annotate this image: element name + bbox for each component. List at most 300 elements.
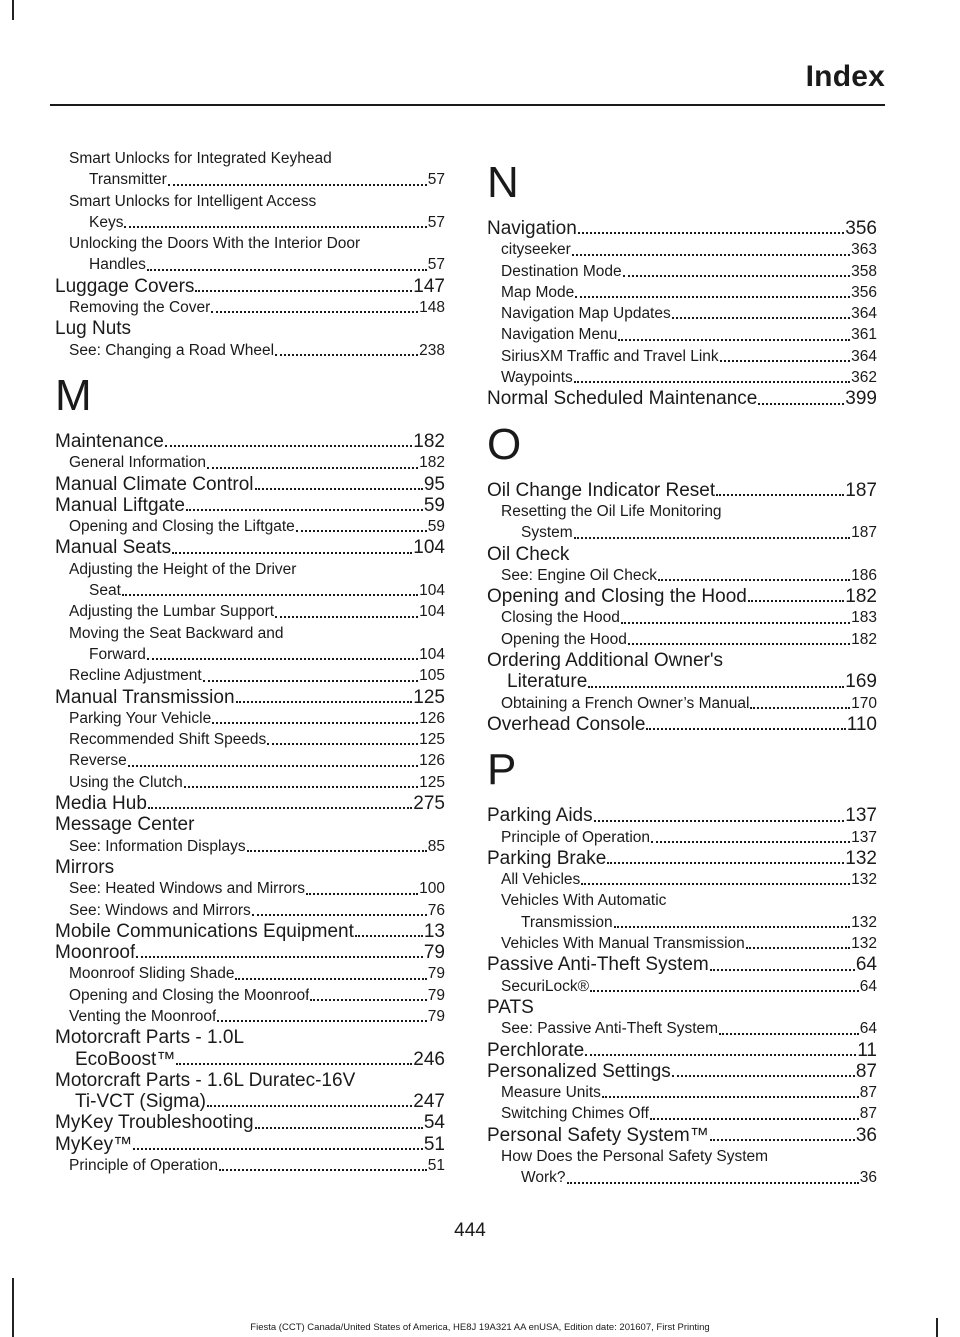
dot-leader xyxy=(650,1116,859,1120)
page-ref: 399 xyxy=(845,388,877,410)
page-ref: 51 xyxy=(423,1133,445,1155)
dot-leader xyxy=(247,848,427,852)
entry-text: Vehicles With Manual Transmission xyxy=(501,935,745,953)
entry-text: Personalized Settings xyxy=(487,1060,671,1082)
page-ref: 64 xyxy=(859,1020,877,1038)
entry-line xyxy=(69,169,445,190)
dot-leader xyxy=(148,805,412,809)
entry-text: Handles xyxy=(89,256,146,274)
entry-text: Transmitter xyxy=(89,171,167,189)
dot-leader xyxy=(211,309,418,313)
page-ref: 87 xyxy=(855,1060,877,1082)
entry-line xyxy=(69,601,445,622)
index-subentry xyxy=(55,516,445,537)
page-ref: 36 xyxy=(859,1169,877,1187)
entry-line xyxy=(69,452,445,473)
dot-leader xyxy=(275,614,418,618)
entry-text: General Information xyxy=(69,454,206,472)
entry-line xyxy=(501,976,877,997)
page-ref: 57 xyxy=(427,171,445,189)
entry-line xyxy=(69,516,445,537)
dot-leader xyxy=(186,507,423,511)
page-ref: 79 xyxy=(427,965,445,983)
index-entry xyxy=(487,1125,877,1146)
entry-text-line: Adjusting the Height of the Driver xyxy=(69,560,297,578)
page-ref: 364 xyxy=(851,347,877,365)
index-entry xyxy=(487,805,877,826)
entry-text: Destination Mode xyxy=(501,262,622,280)
index-entry xyxy=(487,218,877,239)
entry-text: Waypoints xyxy=(501,369,573,387)
page-ref: 125 xyxy=(413,686,445,708)
page-ref: 64 xyxy=(855,954,877,976)
index-entry xyxy=(55,495,445,516)
dot-leader xyxy=(574,535,850,539)
entry-line xyxy=(69,340,445,361)
entry-text: Parking Brake xyxy=(487,847,607,869)
entry-line xyxy=(69,878,445,899)
entry-line xyxy=(487,388,877,409)
entry-line xyxy=(501,282,877,303)
dot-leader xyxy=(623,273,851,277)
index-subentry xyxy=(487,565,877,586)
index-subentry xyxy=(55,148,445,191)
dot-leader xyxy=(646,726,845,730)
entry-line xyxy=(501,303,877,324)
entry-text: Recline Adjustment xyxy=(69,667,202,685)
entry-text-line: Moving the Seat Backward and xyxy=(69,624,284,642)
dot-leader xyxy=(217,1018,426,1022)
entry-line xyxy=(69,985,445,1006)
entry-line xyxy=(55,495,445,516)
entry-text: All Vehicles xyxy=(501,871,581,889)
dot-leader xyxy=(578,230,845,234)
page-ref: 87 xyxy=(859,1084,877,1102)
page-ref: 85 xyxy=(427,837,445,855)
page-ref: 182 xyxy=(419,454,445,472)
dot-leader xyxy=(748,598,844,602)
page-ref: 76 xyxy=(427,901,445,919)
page-ref: 356 xyxy=(851,283,877,301)
page-ref: 363 xyxy=(851,241,877,259)
entry-line xyxy=(55,793,445,814)
entry-text: Parking Your Vehicle xyxy=(69,709,212,727)
entry-text: Measure Units xyxy=(501,1084,601,1102)
page-ref: 132 xyxy=(851,871,877,889)
entry-line xyxy=(487,1125,877,1146)
entry-text: Map Mode xyxy=(501,283,575,301)
entry-text: Opening and Closing the Liftgate xyxy=(69,518,295,536)
dot-leader xyxy=(195,288,412,292)
page-ref: 182 xyxy=(413,430,445,452)
index-subentry xyxy=(55,191,445,234)
index-entry xyxy=(55,687,445,708)
index-subentry xyxy=(55,665,445,686)
index-entry xyxy=(55,1134,445,1155)
entry-text: Forward xyxy=(89,645,146,663)
entry-text: Mobile Communications Equipment xyxy=(55,920,354,942)
page-ref: 356 xyxy=(845,218,877,239)
index-subentry xyxy=(55,233,445,276)
dot-leader xyxy=(710,967,855,971)
entry-line xyxy=(487,1040,877,1061)
entry-text: Seat xyxy=(89,582,121,600)
index-subentry xyxy=(55,772,445,793)
index-subentry xyxy=(487,1103,877,1124)
page-ref: 187 xyxy=(851,524,877,542)
entry-text: Adjusting the Lumbar Support xyxy=(69,603,275,621)
dot-leader xyxy=(168,182,427,186)
footer-text: Fiesta (CCT) Canada/United States of America, HE8J 19A321 AA enUSA, Edition date: 201607, First Printing xyxy=(250,1322,710,1333)
entry-text: See: Passive Anti-Theft System xyxy=(501,1020,719,1038)
dot-leader xyxy=(618,337,850,341)
entry-line xyxy=(501,827,877,848)
index-heading: Oil Check xyxy=(487,543,570,565)
page-ref: 148 xyxy=(419,299,445,317)
entry-line xyxy=(55,474,445,495)
page-ref: 105 xyxy=(419,667,445,685)
index-entry xyxy=(487,480,877,501)
page-ref: 132 xyxy=(851,935,877,953)
entry-line xyxy=(55,431,445,452)
page-ref: 104 xyxy=(413,537,445,559)
page-ref: 36 xyxy=(855,1124,877,1146)
entry-text: See: Changing a Road Wheel xyxy=(69,341,275,359)
dot-leader xyxy=(252,912,427,916)
entry-line xyxy=(55,687,445,708)
page-ref: 104 xyxy=(419,582,445,600)
entry-line xyxy=(487,671,877,692)
dot-leader xyxy=(310,997,426,1001)
entry-line xyxy=(69,254,445,275)
index-heading: Message Center xyxy=(55,814,195,836)
page-ref: 132 xyxy=(845,847,877,869)
page-ref: 87 xyxy=(859,1105,877,1123)
page-ref: 126 xyxy=(419,752,445,770)
entry-text: cityseeker xyxy=(501,241,571,259)
entry-line xyxy=(487,954,877,975)
page-ref: 169 xyxy=(845,671,877,693)
entry-text: Personal Safety System™ xyxy=(487,1124,709,1146)
entry-line xyxy=(501,261,877,282)
index-subentry xyxy=(55,900,445,921)
page-ref: 182 xyxy=(851,630,877,648)
index-entry xyxy=(55,793,445,814)
dot-leader xyxy=(124,224,426,228)
dot-leader xyxy=(758,401,844,405)
dot-leader xyxy=(219,1167,427,1171)
index-subentry xyxy=(487,261,877,282)
entry-text: Moonroof xyxy=(55,942,136,964)
index-subentry xyxy=(55,750,445,771)
dot-leader xyxy=(147,267,427,271)
entry-text: See: Information Displays xyxy=(69,837,246,855)
page-ref: 147 xyxy=(413,275,445,297)
page-ref: 186 xyxy=(851,566,877,584)
entry-text: Principle of Operation xyxy=(69,1157,219,1175)
dot-leader xyxy=(585,1052,856,1056)
entry-text: Moonroof Sliding Shade xyxy=(69,965,235,983)
dot-leader xyxy=(672,315,850,319)
index-subentry xyxy=(55,601,445,622)
entry-text: Passive Anti-Theft System xyxy=(487,954,709,976)
index-subentry xyxy=(55,963,445,984)
entry-text: See: Engine Oil Check xyxy=(501,566,657,584)
index-entry xyxy=(55,537,445,558)
index-subentry xyxy=(487,693,877,714)
page-ref: 238 xyxy=(419,341,445,359)
index-subentry xyxy=(55,452,445,473)
entry-line xyxy=(69,900,445,921)
index-subentry xyxy=(487,629,877,650)
dot-leader xyxy=(165,443,413,447)
entry-line xyxy=(487,480,877,501)
header-divider xyxy=(50,104,885,106)
entry-line xyxy=(69,644,445,665)
entry-text: Navigation Menu xyxy=(501,326,618,344)
entry-line xyxy=(501,565,877,586)
dot-leader xyxy=(136,954,423,958)
page-ref: 57 xyxy=(427,213,445,231)
page-ref: 132 xyxy=(851,913,877,931)
entry-text: Manual Climate Control xyxy=(55,473,254,495)
entry-line xyxy=(501,607,877,628)
index-subentry xyxy=(55,623,445,666)
dot-leader xyxy=(203,678,418,682)
index-subentry xyxy=(487,933,877,954)
entry-text: Removing the Cover xyxy=(69,299,211,317)
index-entry xyxy=(55,1027,445,1070)
entry-line xyxy=(69,1155,445,1176)
index-heading: PATS xyxy=(487,996,534,1018)
entry-text: See: Heated Windows and Mirrors xyxy=(69,880,306,898)
index-entry xyxy=(487,714,877,735)
page-ref: 51 xyxy=(427,1157,445,1175)
section-letter: N xyxy=(487,158,519,207)
entry-text: Overhead Console xyxy=(487,713,646,735)
entry-line xyxy=(69,1006,445,1027)
entry-line xyxy=(69,580,445,601)
entry-text: Navigation Map Updates xyxy=(501,305,671,323)
index-entry xyxy=(487,954,877,975)
page-ref: 362 xyxy=(851,369,877,387)
dot-leader xyxy=(602,1094,859,1098)
dot-leader xyxy=(716,492,844,496)
index-subentry xyxy=(55,836,445,857)
index-column-left xyxy=(55,148,445,1176)
page-ref: 182 xyxy=(845,586,877,608)
entry-line xyxy=(69,708,445,729)
dot-leader xyxy=(172,550,412,554)
entry-text: Luggage Covers xyxy=(55,275,195,297)
index-entry xyxy=(55,431,445,452)
entry-text: EcoBoost™ xyxy=(75,1048,176,1070)
page-ref: 125 xyxy=(419,773,445,791)
dot-leader xyxy=(621,620,850,624)
page-ref: 59 xyxy=(423,494,445,516)
index-subentry xyxy=(55,729,445,750)
dot-leader xyxy=(588,684,844,688)
entry-text: See: Windows and Mirrors xyxy=(69,901,251,919)
dot-leader xyxy=(236,699,413,703)
entry-line xyxy=(69,750,445,771)
entry-line xyxy=(55,276,445,297)
page-ref: 183 xyxy=(851,609,877,627)
entry-text: Keys xyxy=(89,213,124,231)
index-entry xyxy=(487,1061,877,1082)
entry-text: MyKey™ xyxy=(55,1133,133,1155)
entry-text: Navigation xyxy=(487,218,577,239)
dot-leader xyxy=(607,860,844,864)
dot-leader xyxy=(594,818,845,822)
index-entry xyxy=(55,1112,445,1133)
index-subentry xyxy=(487,976,877,997)
index-entry xyxy=(55,1070,445,1113)
page-ref: 137 xyxy=(845,805,877,827)
entry-text: Transmission xyxy=(521,913,613,931)
index-entry xyxy=(55,942,445,963)
entry-text: Recommended Shift Speeds xyxy=(69,731,267,749)
entry-line xyxy=(55,921,445,942)
entry-line xyxy=(55,537,445,558)
index-entry xyxy=(55,474,445,495)
index-subentry xyxy=(487,827,877,848)
entry-text: Closing the Hood xyxy=(501,609,620,627)
entry-text-line: Vehicles With Automatic xyxy=(501,892,667,910)
entry-text: Maintenance xyxy=(55,430,164,452)
crop-mark xyxy=(12,0,14,20)
dot-leader xyxy=(355,933,423,937)
section-letter: P xyxy=(487,745,517,795)
section-letter: O xyxy=(487,419,522,469)
dot-leader xyxy=(207,465,418,469)
entry-text: Oil Change Indicator Reset xyxy=(487,479,716,501)
page-ref: 95 xyxy=(423,473,445,495)
entry-line xyxy=(501,239,877,260)
index-subentry xyxy=(487,501,877,544)
entry-text: Ti-VCT (Sigma) xyxy=(75,1091,206,1113)
index-entry xyxy=(487,1040,877,1061)
dot-leader xyxy=(720,358,850,362)
index-subentry xyxy=(55,559,445,602)
index-subentry xyxy=(55,1155,445,1176)
entry-text: Venting the Moonroof xyxy=(69,1007,217,1025)
entry-text: Normal Scheduled Maintenance xyxy=(487,388,758,410)
entry-text: Parking Aids xyxy=(487,805,593,827)
entry-text: Manual Transmission xyxy=(55,686,235,708)
entry-line xyxy=(487,586,877,607)
entry-text: MyKey Troubleshooting xyxy=(55,1112,254,1134)
dot-leader xyxy=(575,294,850,298)
dot-leader xyxy=(255,486,423,490)
page-ref: 110 xyxy=(846,713,877,735)
dot-leader xyxy=(296,528,427,532)
entry-line xyxy=(55,1049,445,1070)
entry-line xyxy=(501,522,877,543)
entry-text: System xyxy=(521,524,573,542)
entry-line xyxy=(55,1112,445,1133)
page-ref: 104 xyxy=(419,645,445,663)
entry-text: Principle of Operation xyxy=(501,828,651,846)
entry-line xyxy=(501,693,877,714)
page-ref: 13 xyxy=(423,920,445,942)
entry-line xyxy=(69,297,445,318)
dot-leader xyxy=(122,592,418,596)
entry-text-line: Motorcraft Parts - 1.0L xyxy=(55,1027,245,1049)
index-subentry xyxy=(55,297,445,318)
page-ref: 361 xyxy=(851,326,877,344)
page-ref: 79 xyxy=(423,942,445,964)
dot-leader xyxy=(651,839,850,843)
dot-leader xyxy=(614,924,851,928)
entry-text: Using the Clutch xyxy=(69,773,183,791)
page-ref: 64 xyxy=(859,977,877,995)
index-subentry xyxy=(487,869,877,890)
entry-line xyxy=(69,212,445,233)
entry-line xyxy=(501,1018,877,1039)
page-ref: 59 xyxy=(427,518,445,536)
entry-text-line: Smart Unlocks for Integrated Keyhead xyxy=(69,150,332,167)
dot-leader xyxy=(128,763,418,767)
entry-line xyxy=(487,714,877,735)
dot-leader xyxy=(628,641,850,645)
entry-line xyxy=(55,1091,445,1112)
entry-line xyxy=(501,912,877,933)
entry-line xyxy=(55,942,445,963)
dot-leader xyxy=(590,988,859,992)
index-subentry xyxy=(487,282,877,303)
page-number: 444 xyxy=(454,1220,486,1241)
dot-leader xyxy=(574,379,850,383)
dot-leader xyxy=(212,720,418,724)
index-subentry xyxy=(487,324,877,345)
page-ref: 79 xyxy=(427,986,445,1004)
dot-leader xyxy=(133,1146,423,1150)
entry-text: Work? xyxy=(521,1169,566,1187)
dot-leader xyxy=(176,1061,412,1065)
entry-text: Opening and Closing the Hood xyxy=(487,586,747,608)
dot-leader xyxy=(147,656,418,660)
entry-text: Media Hub xyxy=(55,793,147,815)
entry-text-line: Unlocking the Doors With the Interior Door xyxy=(69,235,361,253)
index-heading: Lug Nuts xyxy=(55,318,132,340)
dot-leader xyxy=(567,1180,859,1184)
entry-line xyxy=(69,729,445,750)
index-subentry xyxy=(487,607,877,628)
entry-text-line: Motorcraft Parts - 1.6L Duratec-16V xyxy=(55,1069,356,1091)
page-ref: 137 xyxy=(851,828,877,846)
index-subentry xyxy=(487,367,877,388)
page-ref: 79 xyxy=(427,1007,445,1025)
index-entry xyxy=(55,921,445,942)
index-subentry xyxy=(487,1082,877,1103)
page-ref: 11 xyxy=(857,1039,877,1061)
index-subentry xyxy=(55,985,445,1006)
page-ref: 100 xyxy=(419,880,445,898)
dot-leader xyxy=(572,252,850,256)
entry-text: Perchlorate xyxy=(487,1039,585,1061)
entry-line xyxy=(487,218,877,239)
page-ref: 54 xyxy=(423,1112,445,1134)
page-ref: 358 xyxy=(851,262,877,280)
entry-line xyxy=(487,848,877,869)
index-subentry xyxy=(55,708,445,729)
entry-text: SecuriLock® xyxy=(501,977,590,995)
index-entry xyxy=(55,276,445,297)
entry-line xyxy=(69,665,445,686)
entry-text-line: How Does the Personal Safety System xyxy=(501,1147,769,1165)
dot-leader xyxy=(719,1031,859,1035)
